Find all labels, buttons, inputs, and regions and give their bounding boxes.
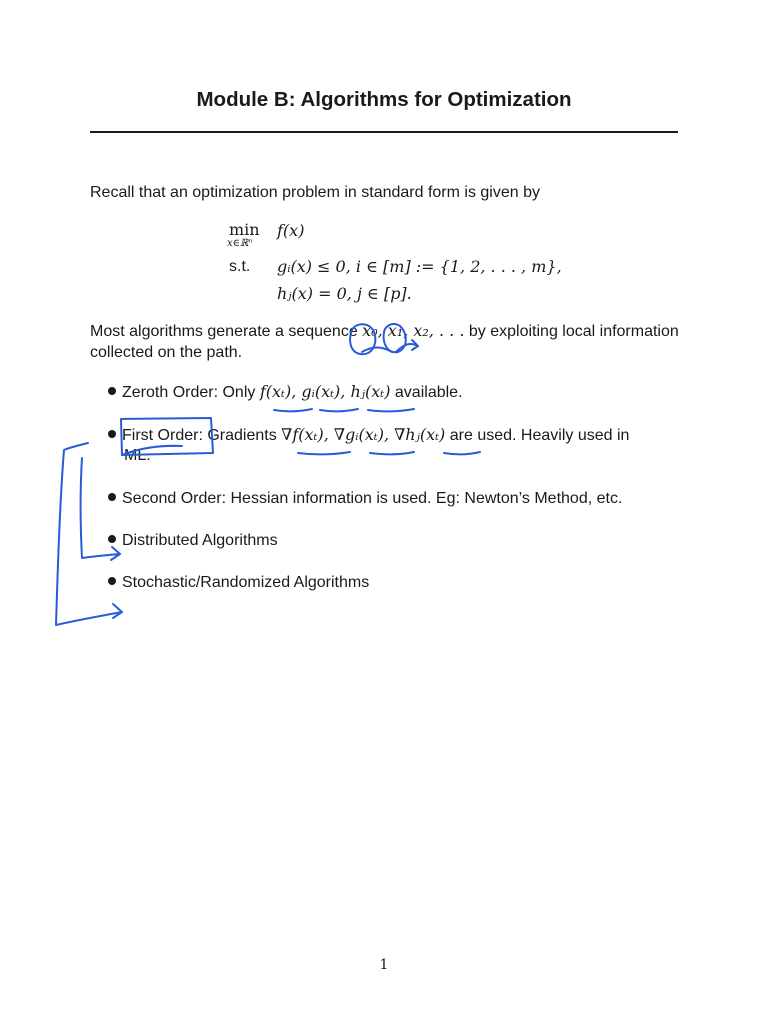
ink-underline-g	[320, 409, 358, 411]
intro-text: Recall that an optimization problem in standard form is given by	[90, 184, 540, 201]
sequence-paragraph-line2: collected on the path.	[90, 344, 243, 361]
ink-underline-grad-h	[444, 452, 480, 454]
bullet-zeroth-order: Zeroth Order: Only f(xₜ), gᵢ(xₜ), hⱼ(xₜ) available.	[108, 382, 463, 402]
objective-function: f(x)	[277, 221, 305, 240]
ink-bracket-inner	[81, 458, 121, 558]
ink-box-first-order	[121, 418, 213, 455]
ink-underline-grad-f	[298, 452, 350, 454]
sequence-text: Most algorithms generate a sequence	[90, 323, 358, 340]
min-subscript: x∈ℝⁿ	[227, 238, 253, 249]
zeroth-order-math: f(xₜ), gᵢ(xₜ), hⱼ(xₜ)	[259, 382, 391, 401]
ink-circle-x1	[384, 324, 406, 352]
ink-bracket-left	[56, 443, 122, 625]
ink-underline-h	[368, 409, 414, 411]
bullet-stochastic: Stochastic/Randomized Algorithms	[108, 574, 369, 592]
subject-to-label: s.t.	[229, 258, 251, 275]
ink-underline-grad-g	[370, 452, 414, 454]
ink-underline-f	[274, 409, 312, 411]
page-number: 1	[379, 957, 389, 973]
first-order-math: ∇f(xₜ), ∇gᵢ(xₜ), ∇hⱼ(xₜ)	[281, 425, 446, 444]
bullet-second-order: Second Order: Hessian information is used. Eg: Newton’s Method, etc.	[108, 490, 622, 508]
inequality-constraint: gᵢ(x) ≤ 0, i ∈ [m] := {1, 2, . . . , m},	[277, 257, 562, 276]
equality-constraint: hⱼ(x) = 0, j ∈ [p].	[277, 284, 412, 303]
sequence-math: x₀, x₁, x₂, . . .	[362, 321, 465, 340]
min-operator: min	[229, 220, 260, 239]
bullet-first-order-continuation: ML.	[124, 447, 151, 464]
ink-arrow-head-stochastic	[113, 604, 122, 618]
page-title: Module B: Algorithms for Optimization	[196, 88, 572, 111]
bullet-first-order: First Order: Gradients ∇f(xₜ), ∇gᵢ(xₜ), ∇hⱼ(xₜ) are used. Heavily used in	[108, 425, 629, 445]
bullet-distributed: Distributed Algorithms	[108, 532, 278, 550]
sequence-rest: by exploiting local information	[468, 323, 679, 340]
ink-circle-x0	[350, 324, 375, 354]
